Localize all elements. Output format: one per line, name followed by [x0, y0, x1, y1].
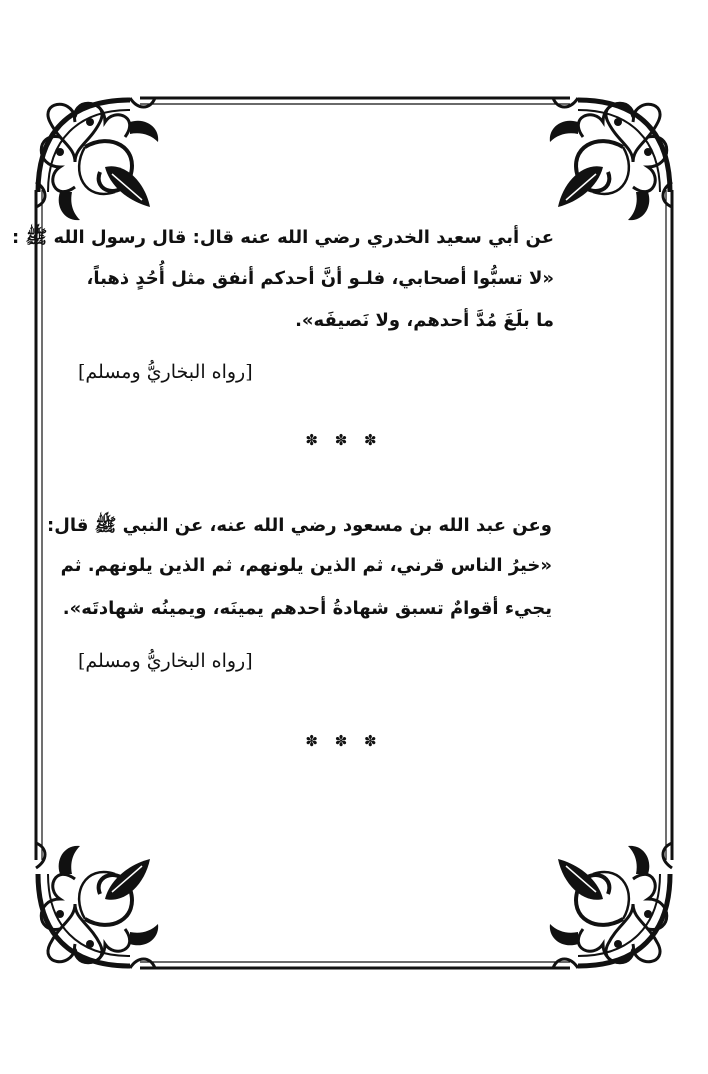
corner-top-right — [550, 100, 670, 220]
corner-bottom-left — [38, 846, 158, 966]
hadith-1-intro: عن أبي سعيد الخدري رضي الله عنه قال: قال رسول الله ﷺ : — [12, 227, 554, 248]
hadith-2-intro: وعن عبد الله بن مسعود رضي الله عنه، عن النبي ﷺ قال: — [47, 515, 552, 536]
separator-2: ✽ ✽ ✽ — [305, 732, 383, 750]
hadith-2-source: [رواه البخاريُّ ومسلم] — [78, 650, 253, 672]
hadith-1-source: [رواه البخاريُّ ومسلم] — [78, 361, 253, 383]
corner-top-left — [38, 100, 158, 220]
hadith-2-text-line-1: «خيرُ الناس قرني، ثم الذين يلونهم، ثم الذين يلونهم. ثم — [60, 555, 552, 576]
hadith-1-text-line-1: «لا تسبُّوا أصحابي، فلـو أنَّ أحدكم أنفق مثل أُحُدٍ ذهباً، — [86, 268, 554, 289]
hadith-2 — [47, 508, 552, 648]
corner-bottom-right — [550, 846, 670, 966]
hadith-2-text-line-2: يجيء أقوامٌ تسبق شهادةُ أحدهم يمينَه، ويمينُه شهادتَه». — [62, 598, 552, 619]
hadith-1-text-line-2: ما بلَغَ مُدَّ أحدهم، ولا نَصيفَه». — [295, 310, 554, 331]
separator-1: ✽ ✽ ✽ — [305, 431, 383, 449]
